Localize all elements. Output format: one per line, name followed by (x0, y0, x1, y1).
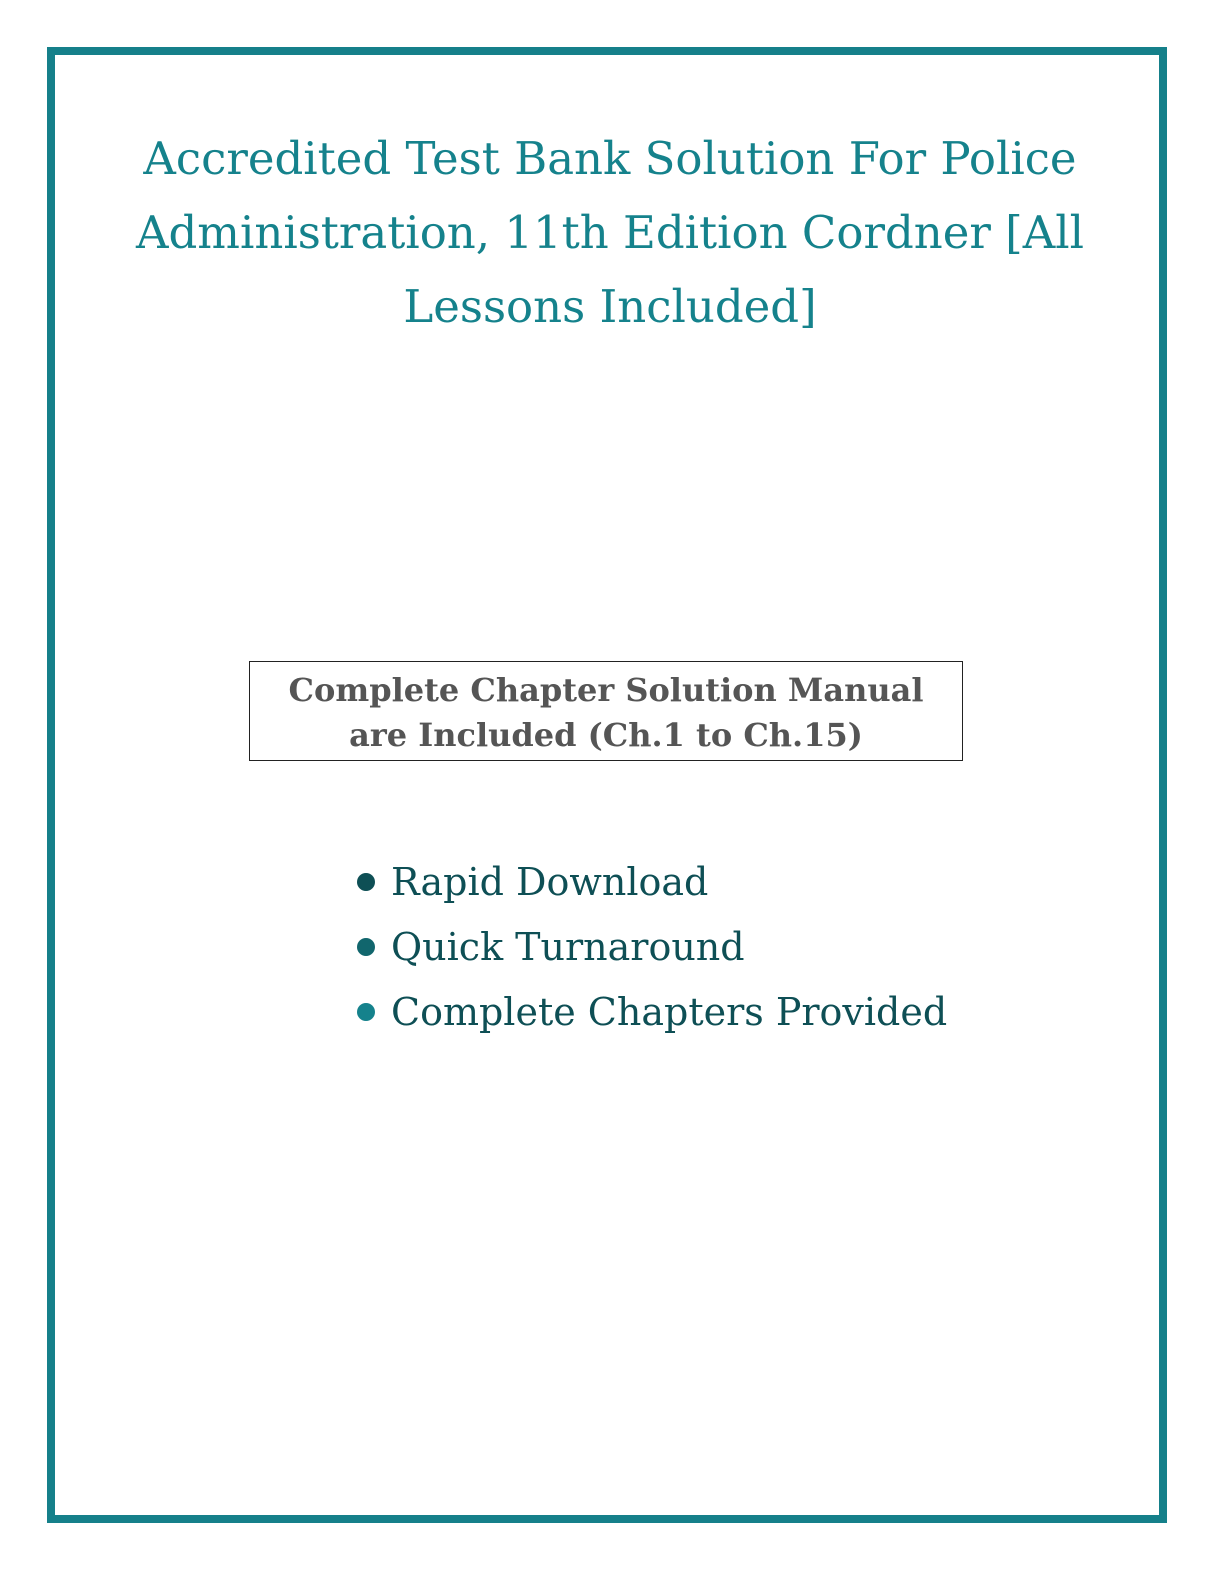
bullet-icon (357, 938, 375, 956)
solution-manual-notice (249, 661, 963, 761)
bullet-icon (357, 873, 375, 891)
notice-line-1: Complete Chapter Solution Manual (288, 671, 924, 709)
feature-label: Quick Turnaround (391, 924, 745, 969)
feature-item-quick-turnaround (357, 914, 947, 979)
title-line-2: Administration, 11th Edition Cordner [All (135, 206, 1085, 259)
bullet-icon (357, 1003, 375, 1021)
document-title (60, 122, 1160, 344)
title-line-3: Lessons Included] (403, 280, 817, 333)
feature-item-complete-chapters (357, 979, 947, 1044)
feature-label: Rapid Download (391, 859, 709, 904)
notice-line-2: are Included (Ch.1 to Ch.15) (349, 716, 863, 754)
title-line-1: Accredited Test Bank Solution For Police (143, 132, 1077, 185)
feature-label: Complete Chapters Provided (391, 989, 948, 1034)
feature-list (357, 849, 947, 1044)
feature-item-rapid-download (357, 849, 947, 914)
